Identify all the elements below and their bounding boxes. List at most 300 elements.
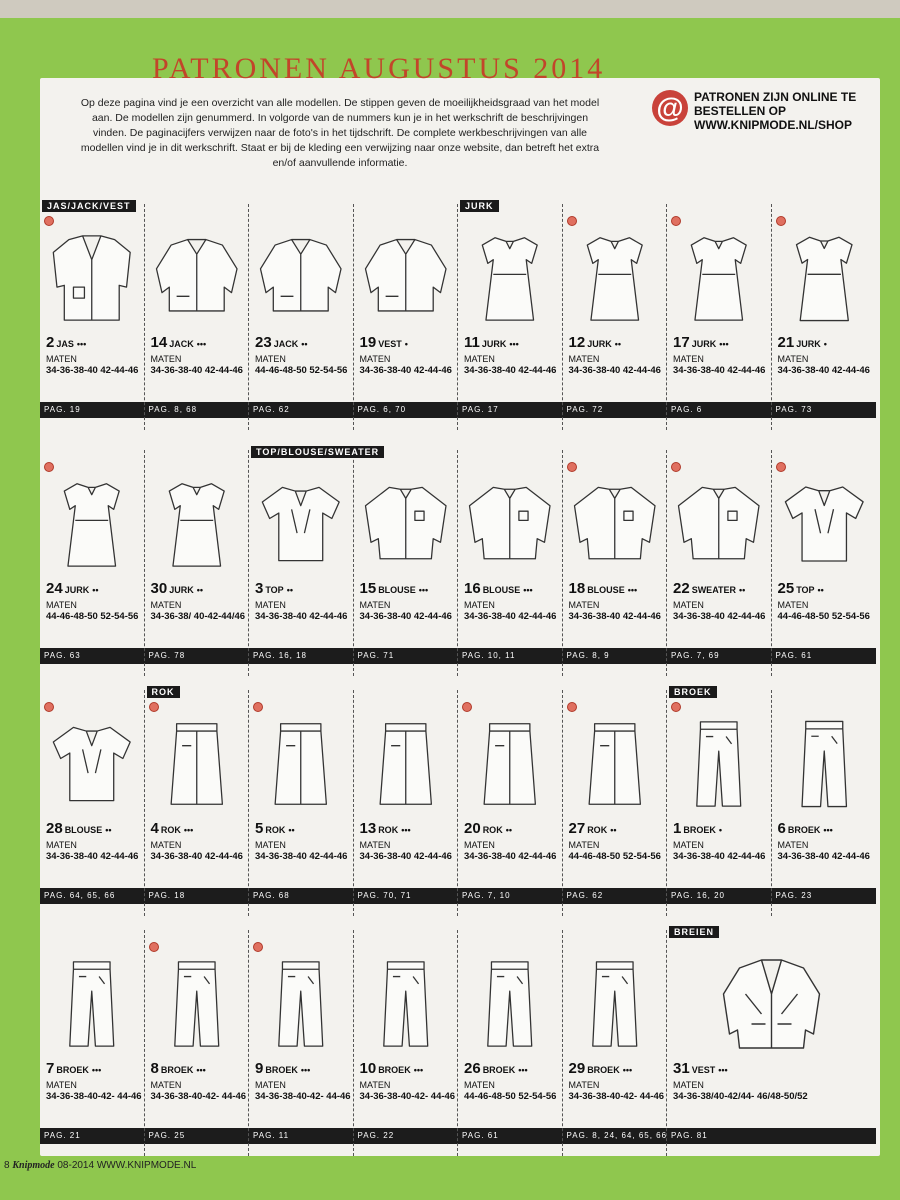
coat-sketch-icon <box>46 228 138 328</box>
pattern-card-23[interactable] <box>249 204 354 430</box>
page-reference: PAG. 16, 18 <box>253 651 307 660</box>
sizes-value: 44-46-48-50 52-54-56 <box>464 1091 557 1102</box>
page-reference: PAG. 23 <box>775 891 813 900</box>
sizes-value: 34-36-38/40-42/44- 46/48-50/52 <box>673 1091 808 1102</box>
category-tag: TOP/BLOUSE/SWEATER <box>251 446 384 458</box>
pattern-card-2[interactable] <box>40 201 145 430</box>
sizes-label: MATEN <box>568 840 600 850</box>
sizes-label: MATEN <box>673 840 704 850</box>
model-type: JURK <box>587 339 612 349</box>
shirt-sketch-icon <box>464 474 556 574</box>
sizes-value: 34-36-38-40 42-44-46 <box>255 851 348 862</box>
top-sketch-icon <box>46 714 138 814</box>
pattern-card-25[interactable] <box>772 450 877 676</box>
model-type: TOP <box>265 585 284 595</box>
dress-sketch-icon <box>151 474 243 574</box>
skirt-sketch-icon <box>255 714 347 814</box>
model-name <box>778 580 824 597</box>
difficulty-dots: ••• <box>196 1065 206 1075</box>
model-type: BROEK <box>587 1065 620 1075</box>
sizes-label: MATEN <box>46 600 77 610</box>
online-at-icon <box>776 462 786 472</box>
garment-drawing <box>151 714 243 814</box>
sizes-label: MATEN <box>568 354 600 364</box>
garment-drawing <box>778 474 871 574</box>
garment-drawing <box>151 954 243 1054</box>
garment-drawing <box>778 714 871 814</box>
model-number: 21 <box>777 334 795 351</box>
category-tag: BREIEN <box>669 926 719 938</box>
knit-sketch-icon <box>673 954 870 1054</box>
difficulty-dots: •• <box>610 825 617 835</box>
model-number: 10 <box>359 1060 377 1077</box>
difficulty-dots: ••• <box>91 1065 102 1075</box>
sizes-value: 34-36-38-40 42-44-46 <box>150 851 243 862</box>
page-reference: PAG. 71 <box>357 651 395 660</box>
garment-drawing <box>673 714 765 814</box>
dress-sketch-icon <box>569 228 661 328</box>
model-type: VEST <box>691 1065 716 1075</box>
model-number: 23 <box>255 334 272 351</box>
difficulty-dots: ••• <box>718 1065 728 1075</box>
pants-sketch-icon <box>464 954 556 1054</box>
model-type: JURK <box>169 585 194 595</box>
model-number: 2 <box>46 334 55 351</box>
sizes-label: MATEN <box>464 600 495 610</box>
jacket-sketch-icon <box>360 228 452 328</box>
pattern-row <box>40 687 876 916</box>
difficulty-dots: •• <box>614 339 622 349</box>
garment-drawing <box>360 954 452 1054</box>
garment-drawing <box>255 954 347 1054</box>
model-type: BROEK <box>265 1065 298 1075</box>
model-type: BLOUSE <box>587 585 625 595</box>
pants-sketch-icon <box>569 954 661 1054</box>
sizes-label: MATEN <box>464 354 495 364</box>
pants-sketch-icon <box>360 954 452 1054</box>
page-reference: PAG. 62 <box>253 405 290 414</box>
top-sketch-icon <box>778 474 871 574</box>
model-name <box>255 580 293 597</box>
pattern-card-31[interactable] <box>667 927 876 1156</box>
online-at-icon <box>44 216 54 226</box>
sizes-value: 44-46-48-50 52-54-56 <box>255 365 348 376</box>
category-tag: JAS/JACK/VEST <box>42 200 136 212</box>
sizes-label: MATEN <box>46 354 77 364</box>
sizes-label: MATEN <box>255 600 286 610</box>
difficulty-dots: ••• <box>622 1065 633 1075</box>
sizes-value: 34-36-38-40 42-44-46 <box>359 611 452 622</box>
page-reference: PAG. 61 <box>775 651 813 660</box>
pattern-card-26[interactable] <box>458 930 563 1156</box>
online-at-icon <box>149 702 159 712</box>
model-name <box>46 820 112 837</box>
garment-drawing <box>673 474 765 574</box>
sizes-value: 34-36-38-40-42- 44-46 <box>359 1091 456 1102</box>
model-number: 14 <box>150 334 168 351</box>
sizes-value: 34-36-38-40 42-44-46 <box>359 851 452 862</box>
model-name <box>464 1060 528 1077</box>
model-name <box>46 334 86 351</box>
difficulty-dots: •• <box>301 339 308 349</box>
difficulty-dots: •• <box>196 585 204 595</box>
shirt-sketch-icon <box>673 474 765 574</box>
pants-sketch-icon <box>778 714 871 814</box>
model-name <box>255 334 308 351</box>
page-title: PATRONEN AUGUSTUS 2014 <box>152 52 606 85</box>
pattern-card-21[interactable] <box>772 204 877 430</box>
page-reference: PAG. 63 <box>44 651 81 660</box>
difficulty-dots: ••• <box>509 339 519 349</box>
dress-sketch-icon <box>464 228 556 328</box>
model-name <box>151 334 207 351</box>
model-type: BLOUSE <box>482 585 521 595</box>
skirt-sketch-icon <box>360 714 452 814</box>
online-at-icon <box>462 702 472 712</box>
top-sketch-icon <box>255 474 347 574</box>
sizes-value: 44-46-48-50 52-54-56 <box>46 611 139 622</box>
model-number: 7 <box>46 1060 55 1077</box>
model-name <box>255 1060 310 1077</box>
garment-drawing <box>464 228 556 328</box>
page-reference: PAG. 81 <box>671 1131 708 1140</box>
shirt-sketch-icon <box>360 474 452 574</box>
pants-sketch-icon <box>255 954 347 1054</box>
difficulty-dots: ••• <box>401 825 411 835</box>
page-reference: PAG. 8, 24, 64, 65, 66 <box>566 1131 668 1140</box>
pattern-card-5[interactable] <box>249 690 354 916</box>
sizes-label: MATEN <box>673 600 704 610</box>
model-type: BROEK <box>683 825 716 835</box>
garment-drawing <box>673 228 765 328</box>
page-reference: PAG. 8, 9 <box>566 651 610 660</box>
difficulty-dots: • <box>718 825 723 835</box>
sizes-label: MATEN <box>150 1080 182 1090</box>
model-number: 15 <box>359 580 377 597</box>
garment-drawing <box>464 714 556 814</box>
page-reference: PAG. 62 <box>566 891 604 900</box>
page-reference: PAG. 10, 11 <box>462 651 516 660</box>
page-reference: PAG. 61 <box>462 1131 499 1140</box>
garment-drawing <box>673 954 870 1054</box>
pants-sketch-icon <box>46 954 138 1054</box>
garment-drawing <box>255 228 347 328</box>
model-number: 13 <box>359 820 377 837</box>
model-number: 25 <box>777 580 795 597</box>
sizes-label: MATEN <box>777 840 809 850</box>
model-type: ROK <box>378 825 399 835</box>
model-number: 8 <box>150 1060 159 1077</box>
garment-drawing <box>255 714 347 814</box>
page-reference: PAG. 72 <box>566 405 604 414</box>
sizes-value: 34-36-38-40 42-44-46 <box>464 851 557 862</box>
pattern-card-27[interactable] <box>563 690 668 916</box>
model-number: 9 <box>255 1060 264 1077</box>
pattern-card-11[interactable] <box>458 201 563 430</box>
page-footer <box>4 1160 196 1171</box>
page-reference: PAG. 8, 68 <box>148 405 198 414</box>
difficulty-dots: ••• <box>413 1065 424 1075</box>
page-reference: PAG. 16, 20 <box>671 891 725 900</box>
model-name <box>360 334 408 351</box>
sizes-value: 34-36-38-40-42- 44-46 <box>568 1091 665 1102</box>
model-type: BLOUSE <box>64 825 103 835</box>
sizes-value: 34-36-38-40 42-44-46 <box>464 611 557 622</box>
model-type: JURK <box>64 585 90 595</box>
page-reference: PAG. 18 <box>148 891 186 900</box>
model-type: BROEK <box>160 1065 194 1075</box>
online-at-icon <box>149 942 159 952</box>
model-name <box>778 820 833 837</box>
garment-drawing <box>569 954 661 1054</box>
model-name <box>569 580 638 597</box>
model-number: 26 <box>464 1060 481 1077</box>
jacket-sketch-icon <box>255 228 347 328</box>
online-at-icon <box>44 462 54 472</box>
footer-url: WWW.KNIPMODE.NL <box>96 1160 197 1171</box>
difficulty-dots: •• <box>105 825 112 835</box>
model-name <box>151 580 204 597</box>
difficulty-dots: • <box>823 339 827 349</box>
pattern-card-8[interactable] <box>145 930 250 1156</box>
model-number: 27 <box>568 820 586 837</box>
pattern-card-30[interactable] <box>145 450 250 676</box>
sizes-label: MATEN <box>46 840 77 850</box>
sizes-label: MATEN <box>255 354 286 364</box>
model-type: BLOUSE <box>378 585 416 595</box>
model-type: BROEK <box>787 825 821 835</box>
model-name <box>360 820 411 837</box>
model-number: 3 <box>255 580 264 597</box>
sizes-label: MATEN <box>255 1080 286 1090</box>
pattern-card-16[interactable] <box>458 450 563 676</box>
model-name <box>464 580 533 597</box>
page-reference: PAG. 7, 69 <box>671 651 720 660</box>
model-name <box>569 820 617 837</box>
garment-drawing <box>46 714 138 814</box>
sizes-value: 34-36-38-40 42-44-46 <box>255 611 348 622</box>
difficulty-dots: ••• <box>518 1065 528 1075</box>
online-order-notice <box>652 90 892 132</box>
pattern-card-10[interactable] <box>354 930 459 1156</box>
footer-brand: Knipmode <box>12 1160 55 1171</box>
sizes-value: 34-36-38-40 42-44-46 <box>673 611 766 622</box>
model-type: TOP <box>796 585 815 595</box>
sizes-label: MATEN <box>359 840 391 850</box>
sizes-label: MATEN <box>359 1080 391 1090</box>
model-number: 22 <box>673 580 690 597</box>
sizes-value: 34-36-38-40 42-44-46 <box>673 851 766 862</box>
model-type: JACK <box>169 339 194 349</box>
category-tag: ROK <box>147 686 180 698</box>
category-tag: BROEK <box>669 686 717 698</box>
dress-sketch-icon <box>673 228 765 328</box>
model-type: ROK <box>265 825 286 835</box>
sizes-label: MATEN <box>568 600 600 610</box>
online-at-icon <box>567 216 577 226</box>
model-number: 16 <box>464 580 481 597</box>
pants-sketch-icon <box>673 714 765 814</box>
jacket-sketch-icon <box>151 228 243 328</box>
pattern-card-15[interactable] <box>354 450 459 676</box>
model-name <box>569 1060 633 1077</box>
model-name <box>673 334 729 351</box>
online-at-icon <box>671 216 681 226</box>
pattern-card-29[interactable] <box>563 930 668 1156</box>
pattern-card-1[interactable] <box>667 687 772 916</box>
page-reference: PAG. 64, 65, 66 <box>44 891 116 900</box>
sizes-value: 34-36-38-40 42-44-46 <box>777 851 870 862</box>
skirt-sketch-icon <box>151 714 243 814</box>
difficulty-dots: •• <box>739 585 746 595</box>
model-number: 24 <box>46 580 63 597</box>
difficulty-dots: ••• <box>196 339 207 349</box>
pattern-row <box>40 447 876 676</box>
garment-drawing <box>360 474 452 574</box>
model-type: JURK <box>691 339 717 349</box>
intro-text: Op deze pagina vind je een overzicht van alle modellen. De stippen geven de moeilijkheidsgraad van het model aan. De modellen zijn genummerd. In volgorde van de nummers kun je in het werkschrift de beschrijvingen vinden. De paginacijfers verwijzen naar de foto's in het tijdschrift. De complete werkbeschrijvingen van alle modellen vind je in dit werkschrift. Staat er bij de kleding een verwijzing naar onze website, dan betreft het extra en/of aanvullende informatie. <box>80 97 600 169</box>
pattern-card-14[interactable] <box>145 204 250 430</box>
model-type: ROK <box>160 825 181 835</box>
page-reference: PAG. 21 <box>44 1131 81 1140</box>
pattern-card-24[interactable] <box>40 450 145 676</box>
shirt-sketch-icon <box>569 474 661 574</box>
skirt-sketch-icon <box>464 714 556 814</box>
garment-drawing <box>46 474 138 574</box>
sizes-label: MATEN <box>359 354 391 364</box>
sizes-label: MATEN <box>777 600 809 610</box>
sizes-value: 34-36-38-40-42- 44-46 <box>46 1091 142 1102</box>
model-name <box>46 1060 101 1077</box>
sizes-label: MATEN <box>150 354 182 364</box>
sizes-label: MATEN <box>568 1080 600 1090</box>
pattern-card-28[interactable] <box>40 690 145 916</box>
pattern-row <box>40 201 876 430</box>
model-number: 18 <box>568 580 586 597</box>
difficulty-dots: •• <box>288 825 295 835</box>
model-type: BROEK <box>378 1065 411 1075</box>
pattern-card-6[interactable] <box>772 690 877 916</box>
page-reference: PAG. 17 <box>462 405 499 414</box>
garment-drawing <box>151 474 243 574</box>
sizes-value: 44-46-48-50 52-54-56 <box>777 611 870 622</box>
sizes-value: 34-36-38-40 42-44-46 <box>568 365 661 376</box>
sizes-value: 34-36-38/ 40-42-44/46 <box>150 611 246 622</box>
garment-drawing <box>569 474 661 574</box>
difficulty-dots: ••• <box>523 585 533 595</box>
garment-drawing <box>360 714 452 814</box>
model-name <box>778 334 827 351</box>
pattern-card-7[interactable] <box>40 930 145 1156</box>
difficulty-dots: ••• <box>823 825 833 835</box>
difficulty-dots: •• <box>286 585 293 595</box>
model-name <box>46 580 99 597</box>
model-type: SWEATER <box>691 585 737 595</box>
sizes-label: MATEN <box>255 840 286 850</box>
difficulty-dots: • <box>404 339 408 349</box>
model-name <box>151 1060 206 1077</box>
garment-drawing <box>464 474 556 574</box>
pattern-card-4[interactable] <box>145 687 250 916</box>
model-number: 20 <box>464 820 481 837</box>
online-order-text: PATRONEN ZIJN ONLINE TE BESTELLEN OP WWW.KNIPMODE.NL/SHOP <box>694 90 857 132</box>
page-reference: PAG. 70, 71 <box>357 891 412 900</box>
sizes-value: 34-36-38-40 42-44-46 <box>359 365 452 376</box>
sizes-value: 34-36-38-40 42-44-46 <box>568 611 661 622</box>
model-type: JURK <box>481 339 507 349</box>
model-type: VEST <box>378 339 402 349</box>
model-name <box>464 820 512 837</box>
model-number: 12 <box>568 334 586 351</box>
garment-drawing <box>360 228 452 328</box>
skirt-sketch-icon <box>569 714 661 814</box>
model-type: ROK <box>587 825 608 835</box>
pattern-card-19[interactable] <box>354 204 459 430</box>
difficulty-dots: ••• <box>627 585 638 595</box>
pattern-card-17[interactable] <box>667 204 772 430</box>
pattern-card-20[interactable] <box>458 690 563 916</box>
difficulty-dots: ••• <box>418 585 429 595</box>
garment-drawing <box>569 228 661 328</box>
sizes-value: 34-36-38-40 42-44-46 <box>777 365 870 376</box>
model-name <box>151 820 194 837</box>
model-number: 31 <box>673 1060 690 1077</box>
online-at-icon <box>253 942 263 952</box>
model-name <box>360 1060 424 1077</box>
model-type: BROEK <box>482 1065 516 1075</box>
footer-page-number: 8 <box>4 1160 10 1171</box>
model-number: 30 <box>150 580 168 597</box>
page-reference: PAG. 25 <box>148 1131 186 1140</box>
model-type: JACK <box>273 339 299 349</box>
online-at-icon <box>671 462 681 472</box>
model-name <box>673 820 722 837</box>
pattern-card-12[interactable] <box>563 204 668 430</box>
page-reference: PAG. 19 <box>44 405 81 414</box>
sizes-label: MATEN <box>464 840 495 850</box>
model-name <box>673 580 745 597</box>
garment-drawing <box>151 228 243 328</box>
category-tag: JURK <box>460 200 499 212</box>
pattern-card-13[interactable] <box>354 690 459 916</box>
garment-drawing <box>569 714 661 814</box>
garment-drawing <box>255 474 347 574</box>
model-type: ROK <box>482 825 503 835</box>
model-name <box>464 334 519 351</box>
model-number: 17 <box>673 334 690 351</box>
model-type: JAS <box>56 339 74 349</box>
model-type: JURK <box>796 339 821 349</box>
model-number: 19 <box>359 334 377 351</box>
pattern-card-9[interactable] <box>249 930 354 1156</box>
model-name <box>360 580 429 597</box>
difficulty-dots: ••• <box>300 1065 311 1075</box>
at-icon: @ <box>652 90 688 126</box>
model-name <box>673 1060 728 1077</box>
pattern-card-18[interactable] <box>563 450 668 676</box>
garment-drawing <box>46 228 138 328</box>
sizes-label: MATEN <box>46 1080 77 1090</box>
page-reference: PAG. 6 <box>671 405 703 414</box>
model-name <box>255 820 295 837</box>
garment-drawing <box>464 954 556 1054</box>
sizes-value: 44-46-48-50 52-54-56 <box>568 851 661 862</box>
pattern-card-22[interactable] <box>667 450 772 676</box>
sizes-label: MATEN <box>673 354 704 364</box>
page-reference: PAG. 11 <box>253 1131 290 1140</box>
online-at-icon <box>671 702 681 712</box>
sizes-value: 34-36-38-40-42- 44-46 <box>255 1091 351 1102</box>
